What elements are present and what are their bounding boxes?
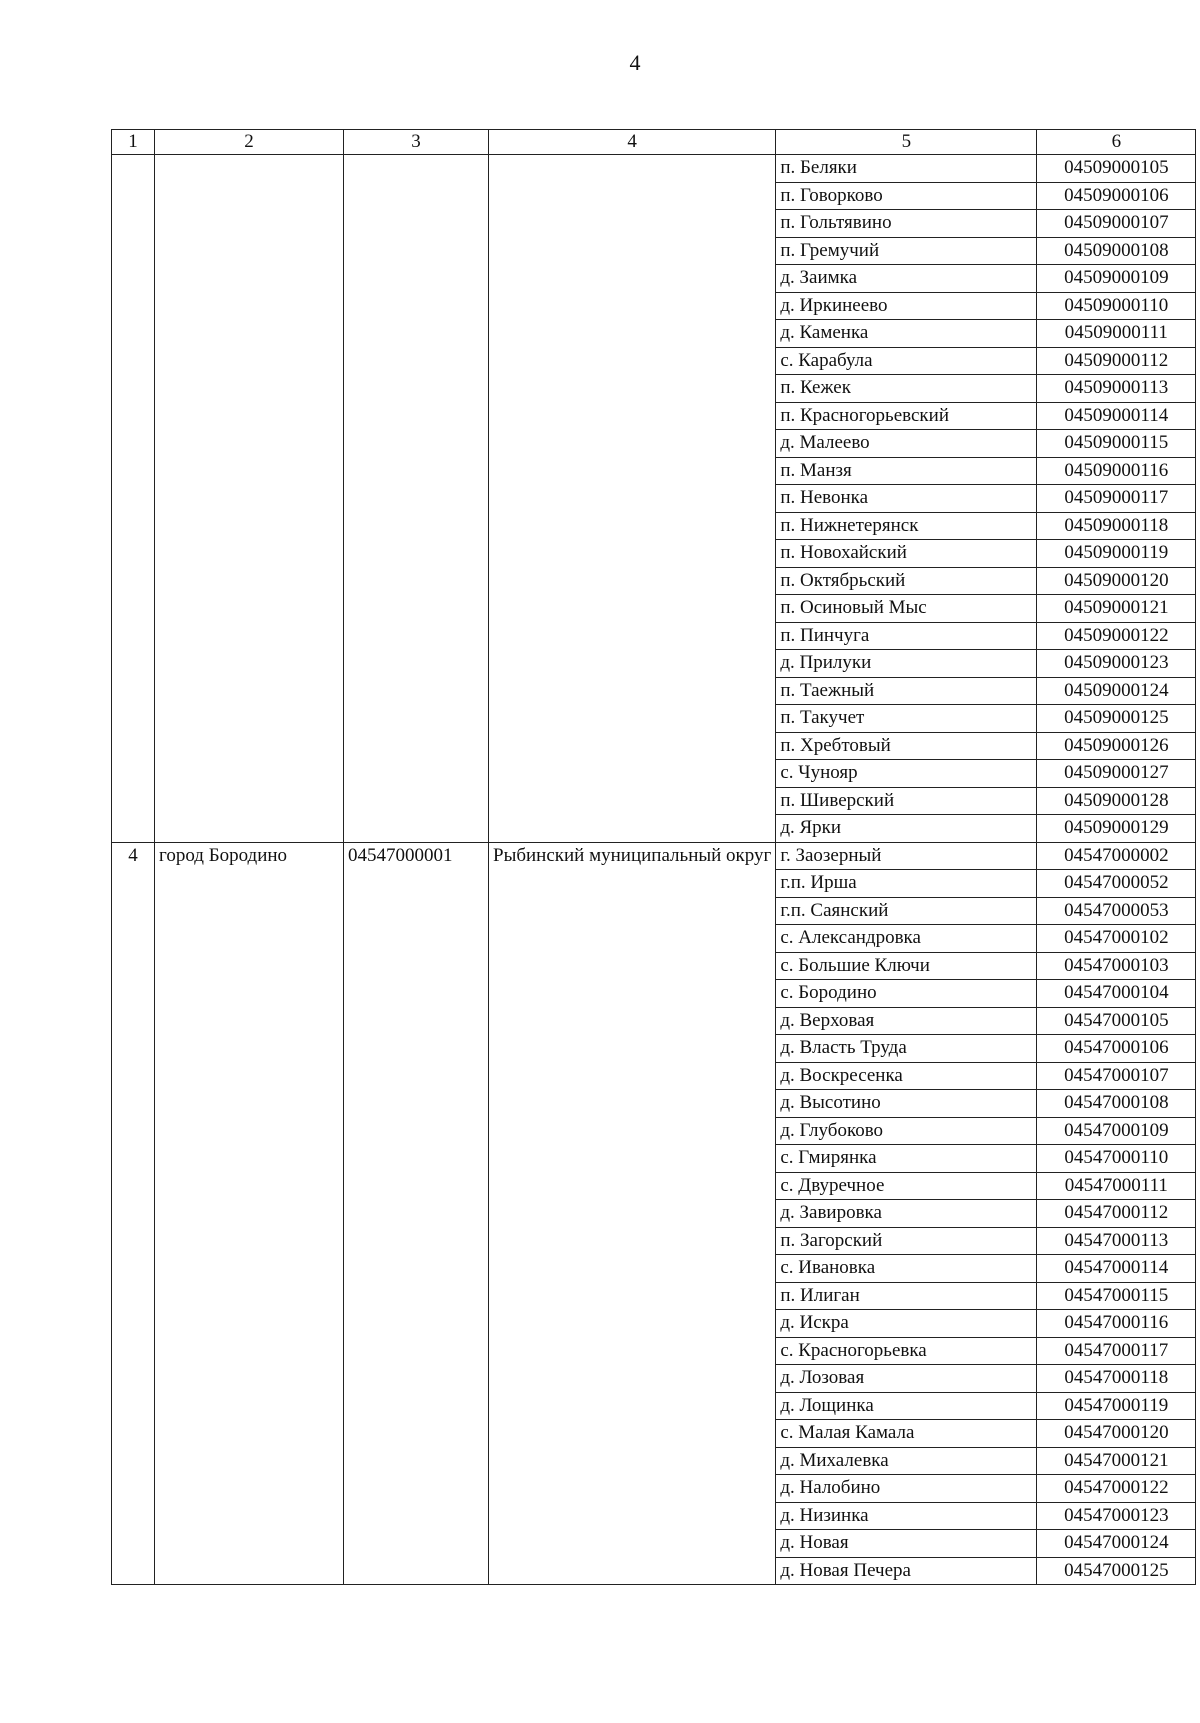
settlement-code: 04547000052 — [1037, 870, 1196, 898]
settlement-code: 04509000118 — [1037, 512, 1196, 540]
municipality-code: 04547000001 — [344, 842, 489, 1585]
settlement-code: 04509000126 — [1037, 732, 1196, 760]
settlement-code: 04509000112 — [1037, 347, 1196, 375]
header-row — [112, 130, 1196, 155]
settlement-code: 04509000106 — [1037, 182, 1196, 210]
settlement-code: 04509000129 — [1037, 815, 1196, 843]
settlement-name: с. Большие Ключи — [776, 952, 1037, 980]
settlement-code: 04509000116 — [1037, 457, 1196, 485]
settlement-name: д. Власть Труда — [776, 1035, 1037, 1063]
settlement-name: г. Заозерный — [776, 842, 1037, 870]
settlement-name: г.п. Ирша — [776, 870, 1037, 898]
settlement-name: д. Михалевка — [776, 1447, 1037, 1475]
settlement-name: с. Бородино — [776, 980, 1037, 1008]
empty-cell-col-2 — [155, 155, 344, 843]
settlement-code: 04509000110 — [1037, 292, 1196, 320]
settlement-code: 04547000119 — [1037, 1392, 1196, 1420]
header-cell-1: 1 — [112, 130, 155, 155]
empty-cell-col-1 — [112, 155, 155, 843]
table-row — [112, 842, 1196, 870]
settlement-name: п. Невонка — [776, 485, 1037, 513]
settlement-name: п. Илиган — [776, 1282, 1037, 1310]
municipality-name: город Бородино — [155, 842, 344, 1585]
settlement-code: 04547000122 — [1037, 1475, 1196, 1503]
settlement-name: п. Говорково — [776, 182, 1037, 210]
settlement-name: д. Иркинеево — [776, 292, 1037, 320]
settlement-name: г.п. Саянский — [776, 897, 1037, 925]
settlement-name: д. Прилуки — [776, 650, 1037, 678]
settlement-code: 04547000107 — [1037, 1062, 1196, 1090]
settlement-name: д. Глубоково — [776, 1117, 1037, 1145]
settlement-name: д. Воскресенка — [776, 1062, 1037, 1090]
header-cell-6: 6 — [1037, 130, 1196, 155]
settlement-name: п. Таежный — [776, 677, 1037, 705]
settlement-code: 04547000112 — [1037, 1200, 1196, 1228]
table-row — [112, 155, 1196, 183]
settlement-code: 04509000121 — [1037, 595, 1196, 623]
empty-cell-col-3 — [344, 155, 489, 843]
settlement-name: д. Новая Печера — [776, 1557, 1037, 1585]
settlement-code: 04547000108 — [1037, 1090, 1196, 1118]
settlement-code: 04509000124 — [1037, 677, 1196, 705]
header-cell-3: 3 — [344, 130, 489, 155]
settlement-code: 04509000108 — [1037, 237, 1196, 265]
settlement-name: п. Беляки — [776, 155, 1037, 183]
page-number: 4 — [629, 50, 641, 75]
settlement-name: п. Манзя — [776, 457, 1037, 485]
header-cell-2: 2 — [155, 130, 344, 155]
settlement-code: 04547000002 — [1037, 842, 1196, 870]
settlement-code: 04547000116 — [1037, 1310, 1196, 1338]
settlement-name: п. Новохайский — [776, 540, 1037, 568]
settlement-name: с. Гмирянка — [776, 1145, 1037, 1173]
settlement-name: с. Ивановка — [776, 1255, 1037, 1283]
settlement-name: с. Чунояр — [776, 760, 1037, 788]
settlement-code: 04547000103 — [1037, 952, 1196, 980]
settlement-name: п. Красногорьевский — [776, 402, 1037, 430]
header-cell-4: 4 — [489, 130, 776, 155]
row-number: 4 — [112, 842, 155, 1585]
settlement-code: 04547000110 — [1037, 1145, 1196, 1173]
settlement-name: п. Нижнетерянск — [776, 512, 1037, 540]
settlement-name: с. Красногорьевка — [776, 1337, 1037, 1365]
settlement-name: п. Октябрьский — [776, 567, 1037, 595]
header-cell-5: 5 — [776, 130, 1037, 155]
settlement-code: 04547000118 — [1037, 1365, 1196, 1393]
settlement-name: д. Искра — [776, 1310, 1037, 1338]
settlement-name: д. Новая — [776, 1530, 1037, 1558]
settlement-code: 04547000111 — [1037, 1172, 1196, 1200]
settlement-name: п. Гремучий — [776, 237, 1037, 265]
settlement-name: д. Верховая — [776, 1007, 1037, 1035]
settlement-code: 04509000111 — [1037, 320, 1196, 348]
settlement-code: 04509000109 — [1037, 265, 1196, 293]
settlement-name: п. Гольтявино — [776, 210, 1037, 238]
settlement-code: 04509000107 — [1037, 210, 1196, 238]
settlement-name: п. Пинчуга — [776, 622, 1037, 650]
table-body — [112, 130, 1196, 1585]
settlement-name: д. Лозовая — [776, 1365, 1037, 1393]
settlement-code: 04509000128 — [1037, 787, 1196, 815]
settlement-code: 04509000114 — [1037, 402, 1196, 430]
settlement-name: п. Загорский — [776, 1227, 1037, 1255]
settlement-name: д. Лощинка — [776, 1392, 1037, 1420]
settlement-code: 04547000104 — [1037, 980, 1196, 1008]
okrug-name: Рыбинский муниципальный округ — [489, 842, 776, 1585]
settlement-name: д. Малеево — [776, 430, 1037, 458]
settlement-name: д. Высотино — [776, 1090, 1037, 1118]
settlement-code: 04547000102 — [1037, 925, 1196, 953]
settlements-table — [111, 129, 1196, 1585]
settlement-name: д. Заимка — [776, 265, 1037, 293]
settlement-name: п. Такучет — [776, 705, 1037, 733]
settlement-name: п. Шиверский — [776, 787, 1037, 815]
settlement-name: д. Каменка — [776, 320, 1037, 348]
empty-cell-col-4 — [489, 155, 776, 843]
settlement-name: д. Налобино — [776, 1475, 1037, 1503]
settlement-code: 04509000113 — [1037, 375, 1196, 403]
settlement-code: 04547000113 — [1037, 1227, 1196, 1255]
settlement-code: 04547000121 — [1037, 1447, 1196, 1475]
settlement-name: д. Завировка — [776, 1200, 1037, 1228]
settlement-name: с. Малая Камала — [776, 1420, 1037, 1448]
settlement-name: п. Осиновый Мыс — [776, 595, 1037, 623]
settlement-code: 04509000125 — [1037, 705, 1196, 733]
settlement-name: п. Кежек — [776, 375, 1037, 403]
settlement-name: п. Хребтовый — [776, 732, 1037, 760]
settlement-code: 04547000115 — [1037, 1282, 1196, 1310]
settlement-code: 04547000106 — [1037, 1035, 1196, 1063]
settlement-code: 04547000124 — [1037, 1530, 1196, 1558]
settlement-code: 04547000053 — [1037, 897, 1196, 925]
settlement-code: 04547000105 — [1037, 1007, 1196, 1035]
settlement-code: 04509000122 — [1037, 622, 1196, 650]
settlement-code: 04509000117 — [1037, 485, 1196, 513]
settlement-code: 04547000114 — [1037, 1255, 1196, 1283]
settlement-code: 04509000105 — [1037, 155, 1196, 183]
settlement-name: с. Двуречное — [776, 1172, 1037, 1200]
settlement-code: 04547000117 — [1037, 1337, 1196, 1365]
settlement-name: с. Александровка — [776, 925, 1037, 953]
settlement-name: д. Низинка — [776, 1502, 1037, 1530]
settlement-code: 04509000115 — [1037, 430, 1196, 458]
settlement-code: 04509000123 — [1037, 650, 1196, 678]
settlement-code: 04509000119 — [1037, 540, 1196, 568]
settlement-name: д. Ярки — [776, 815, 1037, 843]
settlement-code: 04547000109 — [1037, 1117, 1196, 1145]
settlement-code: 04509000127 — [1037, 760, 1196, 788]
settlement-code: 04547000120 — [1037, 1420, 1196, 1448]
settlement-code: 04547000125 — [1037, 1557, 1196, 1585]
settlement-name: с. Карабула — [776, 347, 1037, 375]
settlement-code: 04509000120 — [1037, 567, 1196, 595]
settlement-code: 04547000123 — [1037, 1502, 1196, 1530]
